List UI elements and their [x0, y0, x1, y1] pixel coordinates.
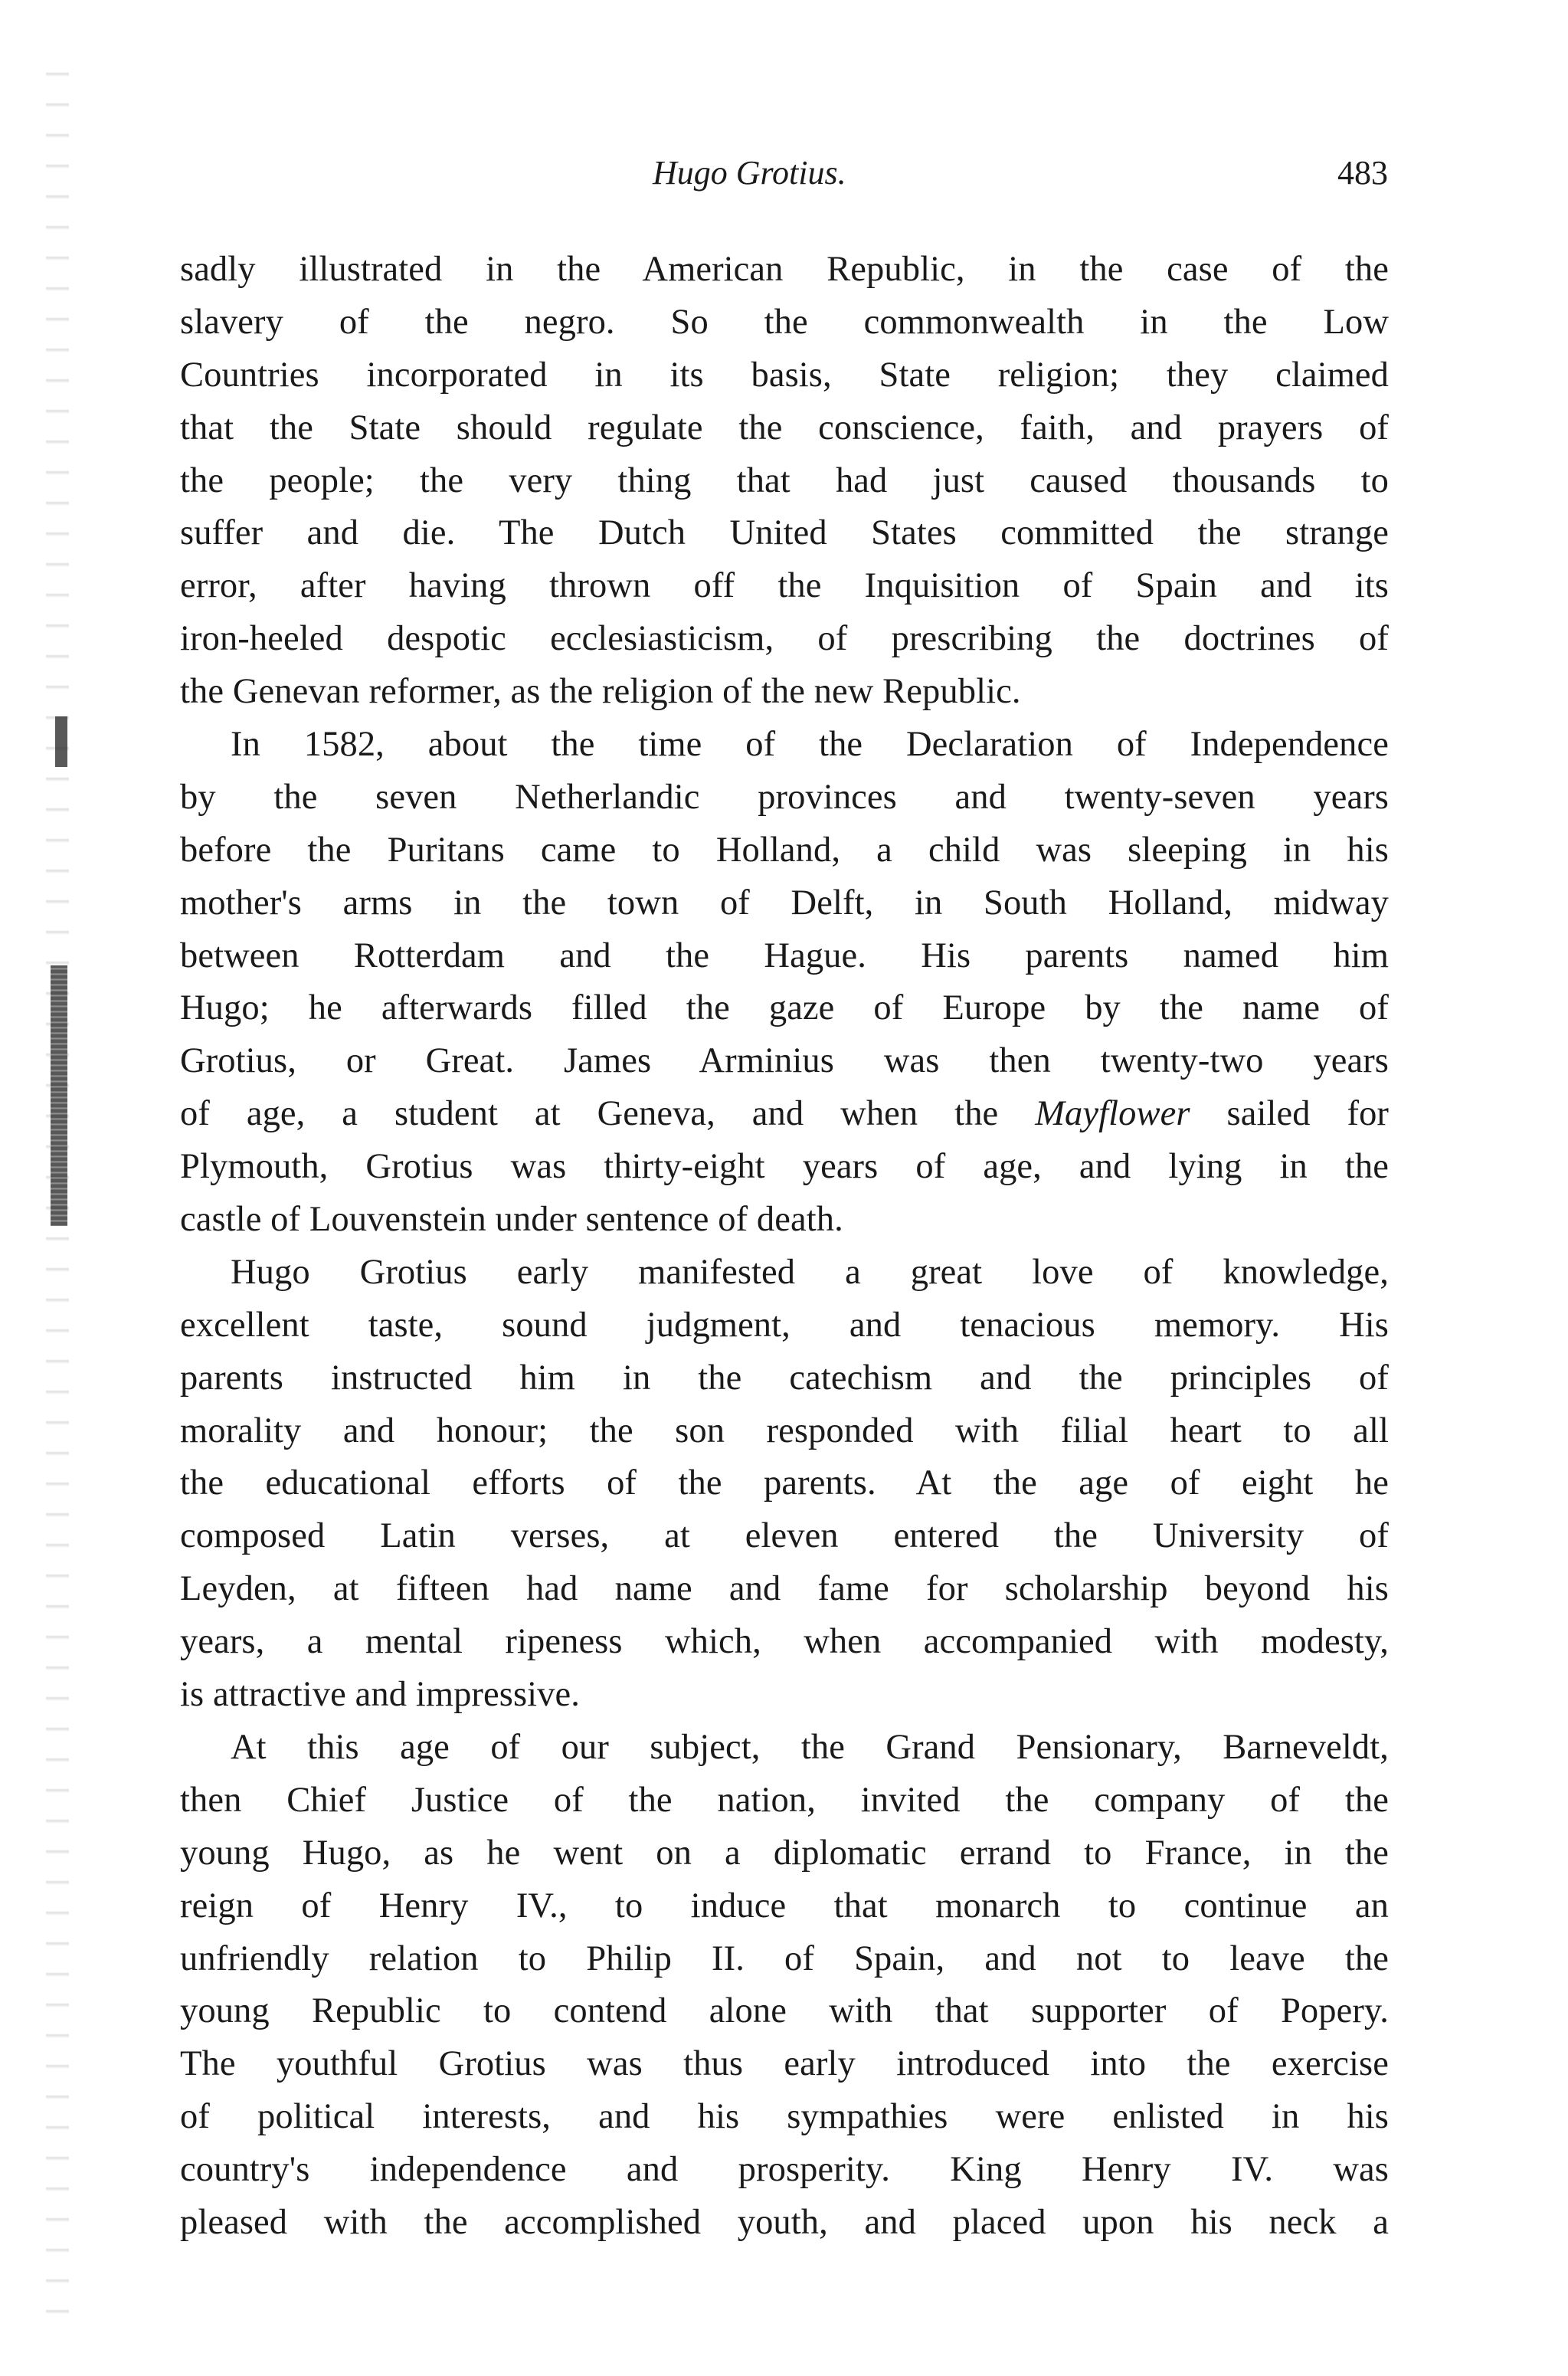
page-number: 483 — [1337, 154, 1388, 192]
text-line: pleased with the accomplished youth, and placed upon his neck a — [180, 2202, 1389, 2242]
binding-gutter-bar — [51, 965, 67, 1226]
text-line: In 1582, about the time of the Declaration of Independence — [231, 725, 1389, 765]
running-title: Hugo Grotius. — [653, 154, 846, 192]
text-line: between Rotterdam and the Hague. His parents named him — [180, 936, 1389, 975]
text-line: castle of Louvenstein under sentence of death. — [180, 1200, 843, 1240]
text-line: sadly illustrated in the American Republic, in the case of the — [180, 250, 1389, 289]
text-line-segment: sailed for — [1226, 1094, 1390, 1134]
text-line: composed Latin verses, at eleven entered the University of — [180, 1516, 1389, 1556]
ship-name-italic: Mayflower — [1035, 1094, 1190, 1134]
text-line: of political interests, and his sympathies were enlisted in his — [180, 2097, 1389, 2137]
text-line: young Republic to contend alone with that supporter of Popery. — [180, 1991, 1389, 2031]
text-line: unfriendly relation to Philip II. of Spain, and not to leave the — [180, 1938, 1389, 1978]
text-line: mother's arms in the town of Delft, in South Holland, midway — [180, 883, 1389, 923]
text-line: slavery of the negro. So the commonwealth in the Low — [180, 302, 1389, 342]
text-line: Plymouth, Grotius was thirty-eight years of age, and lying in the — [180, 1147, 1389, 1187]
text-line: error, after having thrown off the Inquisition of Spain and its — [180, 566, 1389, 606]
text-line: before the Puritans came to Holland, a child was sleeping in his — [180, 830, 1389, 870]
text-line: then Chief Justice of the nation, invited the company of the — [180, 1780, 1389, 1820]
text-line-segment: of age, a student at Geneva, and when the — [180, 1094, 999, 1134]
text-line: parents instructed him in the catechism and the principles of — [180, 1358, 1389, 1398]
text-line: that the State should regulate the conscience, faith, and prayers of — [180, 408, 1389, 447]
text-line — [180, 1088, 1389, 1141]
text-line: country's independence and prosperity. King Henry IV. was — [180, 2150, 1389, 2190]
text-line: Grotius, or Great. James Arminius was then twenty-two years — [180, 1041, 1389, 1081]
text-line: the educational efforts of the parents. At the age of eight he — [180, 1463, 1389, 1503]
text-line: At this age of our subject, the Grand Pensionary, Barneveldt, — [231, 1727, 1389, 1767]
binding-gutter-mark — [55, 716, 67, 767]
text-line: Hugo; he afterwards filled the gaze of Europe by the name of — [180, 988, 1389, 1028]
text-line: iron-heeled despotic ecclesiasticism, of prescribing the doctrines of — [180, 619, 1389, 659]
text-line: excellent taste, sound judgment, and tenacious memory. His — [180, 1305, 1389, 1345]
text-line: suffer and die. The Dutch United States committed the strange — [180, 513, 1389, 553]
text-line: Hugo Grotius early manifested a great love of knowledge, — [231, 1252, 1389, 1292]
body-text — [180, 244, 1389, 2250]
text-line: young Hugo, as he went on a diplomatic errand to France, in the — [180, 1833, 1389, 1873]
text-line: by the seven Netherlandic provinces and twenty-seven years — [180, 777, 1389, 817]
text-line: reign of Henry IV., to induce that monarch to continue an — [180, 1886, 1389, 1925]
text-line: the people; the very thing that had just caused thousands to — [180, 460, 1389, 500]
text-line: Leyden, at fifteen had name and fame for scholarship beyond his — [180, 1569, 1389, 1609]
running-head — [178, 150, 1388, 204]
text-line: years, a mental ripeness which, when accompanied with modesty, — [180, 1622, 1389, 1662]
text-line: is attractive and impressive. — [180, 1675, 580, 1715]
text-line: The youthful Grotius was thus early introduced into the exercise — [180, 2044, 1389, 2084]
text-line: the Genevan reformer, as the religion of the new Republic. — [180, 672, 1021, 712]
text-line: morality and honour; the son responded with filial heart to all — [180, 1411, 1389, 1450]
text-line: Countries incorporated in its basis, State religion; they claimed — [180, 355, 1389, 395]
